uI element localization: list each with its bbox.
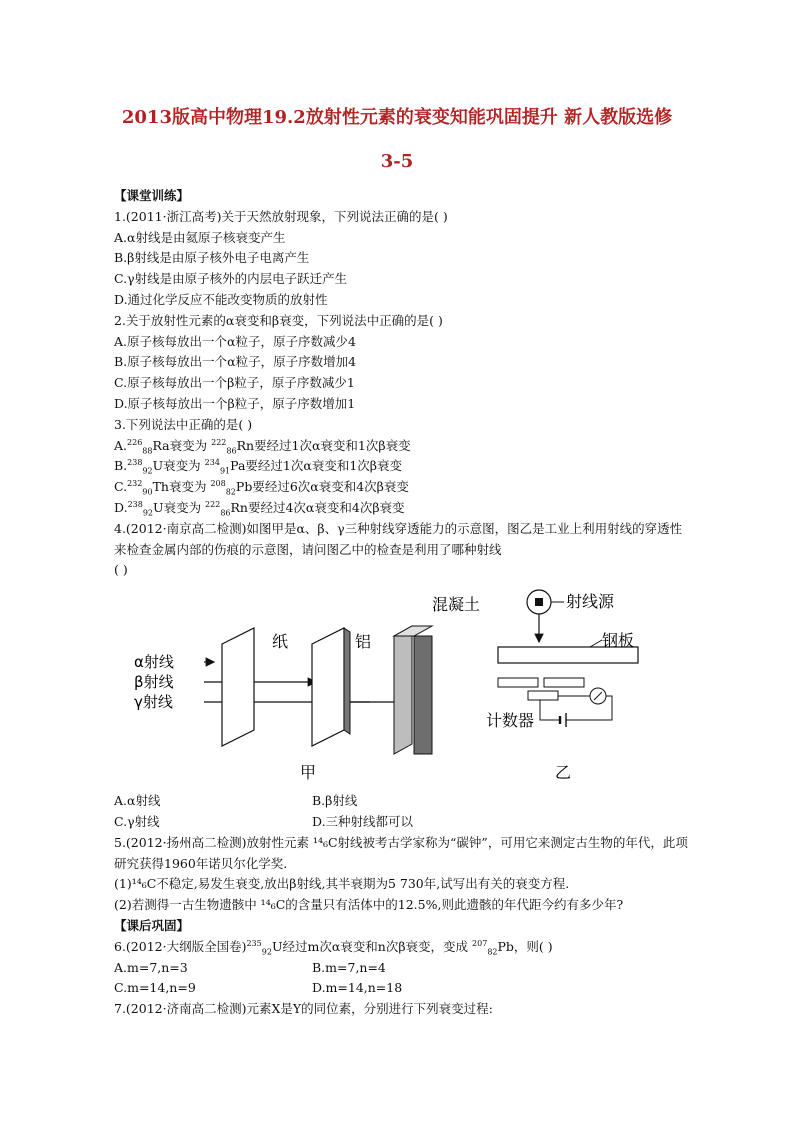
q4-option-d: D.三种射线都可以 (312, 813, 414, 829)
q6-options-row1 (114, 958, 694, 979)
q3-option-d: D.$^{238}_{92}$U衰变为 $^{222}_{86}$Rn要经过4次α衰变和4次β衰变 (114, 499, 405, 518)
q4-options-row2 (114, 812, 694, 833)
q5-stem: 5.(2012·扬州高二检测)放射性元素 ¹⁴₆C射线被考古学家称为“碳钟”，可用它来测定古生物的年代，此项研究获得1960年诺贝尔化学奖. (114, 834, 688, 871)
q5-part2: (2)若测得一古生物遗骸中 ¹⁴₆C的含量只有活体中的12.5%,则此遗骸的年代距今约有多少年? (114, 897, 624, 913)
q3-stem: 3.下列说法中正确的是( ) (114, 416, 253, 432)
q4-option-a: A.α射线 (114, 793, 161, 809)
ray-source-label: 射线源 (566, 592, 615, 611)
q3-option-c: C.$^{232}_{90}$Th衰变为 $^{208}_{82}$Pb要经过6次α衰变和4次β衰变 (114, 479, 409, 497)
aluminum-plate (312, 628, 344, 746)
q7-stem: 7.(2012·济南高二检测)元素X是Y的同位素，分别进行下列衰变过程: (114, 1001, 493, 1017)
q1-option-c: C.γ射线是由原子核外的内层电子跃迁产生 (114, 271, 348, 287)
q6-stem: 6.(2012·大纲版全国卷)$^{235}_{92}$U经过m次α衰变和n次β衰变，变成 $^{207}_{82}$Pb，则( ) (114, 938, 553, 957)
section-heading-2: 【课后巩固】 (114, 917, 190, 933)
q3-option-b: B.$^{238}_{92}$U衰变为 $^{234}_{91}$Pa要经过1次α衰变和1次β衰变 (114, 458, 403, 476)
q6-option-d: D.m=14,n=18 (312, 980, 403, 996)
concrete-block-front (414, 636, 432, 754)
concrete-block-side (394, 626, 412, 754)
concrete-label: 混凝土 (432, 595, 481, 614)
section-heading: 【课堂训练】 (114, 188, 190, 203)
steel-plate-pointer (590, 640, 602, 647)
paper-label: 纸 (272, 632, 289, 651)
alpha-ray-label: α射线 (134, 653, 174, 671)
counter-wire-3 (540, 700, 560, 720)
paper-sheet (222, 628, 254, 746)
radiation-figure (114, 580, 694, 790)
page-title-line2: 3-5 (380, 151, 414, 172)
figure-yi (486, 590, 638, 782)
q5-part1: (1)¹⁴₆C不稳定,易发生衰变,放出β射线,其半衰期为5 730年,试写出有关的衰变方程. (114, 876, 570, 892)
q4-stem: 4.(2012·南京高二检测)如图甲是α、β、γ三种射线穿透能力的示意图，图乙是工业上利用射线的穿透性来检查金属内部的伤痕的示意图，请问图乙中的检查是利用了哪种射线 (114, 520, 683, 557)
concrete-block-top (394, 626, 432, 636)
caption-yi: 乙 (555, 763, 572, 782)
counter-label: 计数器 (486, 711, 535, 730)
q2-option-a: A.原子核每放出一个α粒子，原子序数减少4 (114, 333, 356, 349)
ray-source-core (535, 598, 543, 606)
lead-shield-right (544, 678, 584, 687)
q1-option-a: A.α射线是由氦原子核衰变产生 (114, 229, 286, 245)
q3-option-a: A.$^{226}_{88}$Ra衰变为 $^{222}_{86}$Rn要经过1次α衰变和1次β衰变 (114, 437, 411, 456)
page-title: 2013版高中物理19.2放射性元素的衰变知能巩固提升 新人教版选修 (121, 107, 673, 128)
figure-jia (134, 595, 480, 782)
q6-option-c: C.m=14,n=9 (114, 980, 196, 996)
q2-option-c: C.原子核每放出一个β粒子，原子序数减少1 (114, 375, 355, 391)
q6-option-a: A.m=7,n=3 (114, 959, 188, 975)
q2-option-b: B.原子核每放出一个α粒子，原子序数增加4 (114, 354, 357, 370)
q1-stem: 1.(2011·浙江高考)关于天然放射现象，下列说法正确的是( ) (114, 208, 448, 224)
q1-option-b: B.β射线是由原子核外电子电离产生 (114, 250, 310, 266)
beta-ray-label: β射线 (134, 673, 174, 691)
caption-jia: 甲 (300, 763, 317, 782)
lead-shield-left (498, 678, 538, 687)
q4-option-b: B.β射线 (312, 793, 358, 809)
gamma-ray-label: γ射线 (134, 693, 173, 711)
q6-option-b: B.m=7,n=4 (312, 959, 386, 975)
aluminum-edge (344, 628, 350, 734)
counter-detector (528, 691, 558, 700)
q1-option-d: D.通过化学反应不能改变物质的放射性 (114, 291, 328, 307)
q2-option-d: D.原子核每放出一个β粒子，原子序数增加1 (114, 395, 356, 411)
q4-paren: ( ) (114, 562, 128, 578)
q4-option-c: C.γ射线 (114, 813, 160, 829)
aluminum-label: 铝 (355, 632, 372, 651)
steel-plate-label: 钢板 (602, 631, 635, 650)
q6-options-row2 (114, 978, 694, 999)
q2-stem: 2.关于放射性元素的α衰变和β衰变，下列说法中正确的是( ) (114, 312, 443, 328)
q4-options-row1 (114, 791, 694, 812)
